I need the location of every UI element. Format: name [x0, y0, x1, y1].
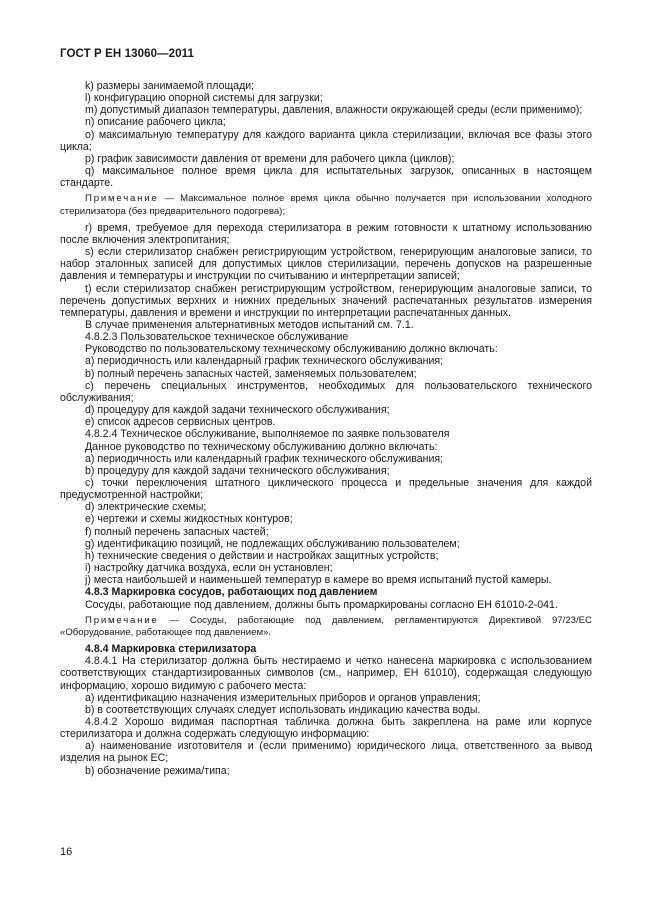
section-4824-title: 4.8.2.4 Техническое обслуживание, выполняемое по заявке пользователя [85, 428, 450, 441]
list-item-q: q) максимальное полное время цикла для испытательных загрузок, описанных в настоящем стандарте. [60, 165, 592, 190]
list-item-t: t) если стерилизатор снабжен регистрирующим устройством, генерирующим аналоговые записи, то перечень допустимых верхних и нижних предельных значений распечатанных результатов измерения температуры, давления и времени и инструкции по интерпретации распечатанных данных. [60, 282, 592, 319]
list-item-4824-b: b) процедуру для каждой задачи технического обслуживания; [85, 464, 390, 477]
note-cycle-time [60, 193, 592, 217]
note-text: — Максимальное полное время цикла обычно получается при использовании холодного стерилизатора (без предварительного подогрева); [60, 193, 592, 217]
list-item-r: r) время, требуемое для перехода стерилизатора в режим готовности к штатному использованию после включения электропитания; [60, 221, 592, 246]
section-484-title: 4.8.4 Маркировка стерилизатора [85, 643, 257, 656]
list-item-4823-a: а) периодичность или календарный график технического обслуживания; [85, 355, 444, 368]
section-4823-title: 4.8.2.3 Пользовательское техническое обслуживание [85, 331, 349, 344]
document-code-header: ГОСТ Р ЕН 13060—2011 [60, 48, 195, 60]
note-pressure-directive [60, 615, 592, 639]
list-item-4824-e: е) чертежи и схемы жидкостных контуров; [85, 513, 293, 526]
list-item-4824-j: j) места наибольшей и наименьшей температур в камере во время испытаний пустой камеры. [85, 574, 552, 587]
list-item-4823-e: е) список адресов сервисных центров. [85, 416, 276, 429]
section-483-text: Сосуды, работающие под давлением, должны быть промаркированы согласно ЕН 61010-2-041. [85, 598, 558, 611]
section-4824-intro: Данное руководство по техническому обслуживанию должно включать: [85, 440, 438, 453]
list-item-4824-g: g) идентификацию позиций, не подлежащих обслуживанию пользователем; [85, 537, 460, 550]
list-item-m: m) допустимый диапазон температуры, давления, влажности окружающей среды (если применимо); [85, 104, 583, 117]
list-item-l: l) конфигурацию опорной системы для загрузки; [85, 92, 323, 105]
list-item-4841-a: а) идентификацию назначения измерительных приборов и органов управления; [85, 691, 481, 704]
list-item-4842-b: b) обозначение режима/типа; [85, 764, 230, 777]
document-body [60, 80, 592, 777]
list-item-p: p) график зависимости давления от времени для рабочего цикла (циклов); [85, 152, 455, 165]
list-item-4824-a: а) периодичность или календарный график технического обслуживания; [85, 452, 444, 465]
list-item-4824-d: d) электрические схемы; [85, 501, 207, 514]
section-483-title: 4.8.3 Маркировка сосудов, работающих под давлением [85, 586, 378, 599]
note-text: — Сосуды, работающие под давлением, регламентируются Директивой 97/23/ЕС «Оборудование, работающее под давлением». [60, 614, 592, 638]
list-item-4841-b: b) в соответствующих случаях следует использовать индикацию качества воды. [85, 703, 481, 716]
section-4842-text: 4.8.4.2 Хорошо видимая паспортная табличка должна быть закреплена на раме или корпусе стерилизатора и должна содержать следующую информацию: [60, 715, 592, 741]
list-item-4824-i: i) настройку датчика воздуха, если он установлен; [85, 562, 333, 575]
list-item-4823-d: d) процедуру для каждой задачи технического обслуживания; [85, 404, 390, 417]
list-item-n: n) описание рабочего цикла; [85, 116, 226, 129]
section-4841-text: 4.8.4.1 На стерилизатор должна быть нестираемо и четко нанесена маркировка с использованием соответствующих стандартизированных символов (см., например, ЕН 61010), содержащая следующую информацию, хорошо видимую с рабочего места: [60, 655, 592, 692]
list-item-4842-a: а) наименование изготовителя и (если применимо) юридического лица, ответственного за вывод изделия на рынок ЕС; [60, 740, 592, 765]
list-item-4824-c: с) точки переключения штатного циклического процесса и предельные значения для каждой предусмотренной настройки; [60, 477, 592, 502]
list-item-4824-f: f) полный перечень запасных частей; [85, 525, 269, 538]
list-item-4824-h: h) технические сведения о действии и настройках защитных устройств; [85, 549, 439, 562]
section-4823-intro: Руководство по пользовательскому техническому обслуживанию должно включать: [85, 343, 498, 356]
list-item-4823-b: b) полный перечень запасных частей, заменяемых пользователем; [85, 367, 417, 380]
note-label: Примечание [85, 614, 159, 626]
list-item-4823-c: с) перечень специальных инструментов, необходимых для пользовательского технического обслуживания; [60, 379, 592, 404]
list-item-s: s) если стерилизатор снабжен регистрирующим устройством, генерирующим аналоговые записи, то набор эталонных записей для допустимых циклов стерилизации, перечень допусков на разрешенные давления и температуры и инструкции по считыванию и интерпретации записей; [60, 246, 592, 283]
alt-methods-paragraph: В случае применения альтернативных методов испытаний см. 7.1. [85, 318, 414, 331]
list-item-o: o) максимальную температуру для каждого варианта цикла стерилизации, включая все фазы этого цикла; [60, 128, 592, 153]
page-number: 16 [60, 846, 73, 858]
note-label: Примечание [85, 193, 159, 205]
list-item-k: k) размеры занимаемой площади; [85, 80, 255, 92]
